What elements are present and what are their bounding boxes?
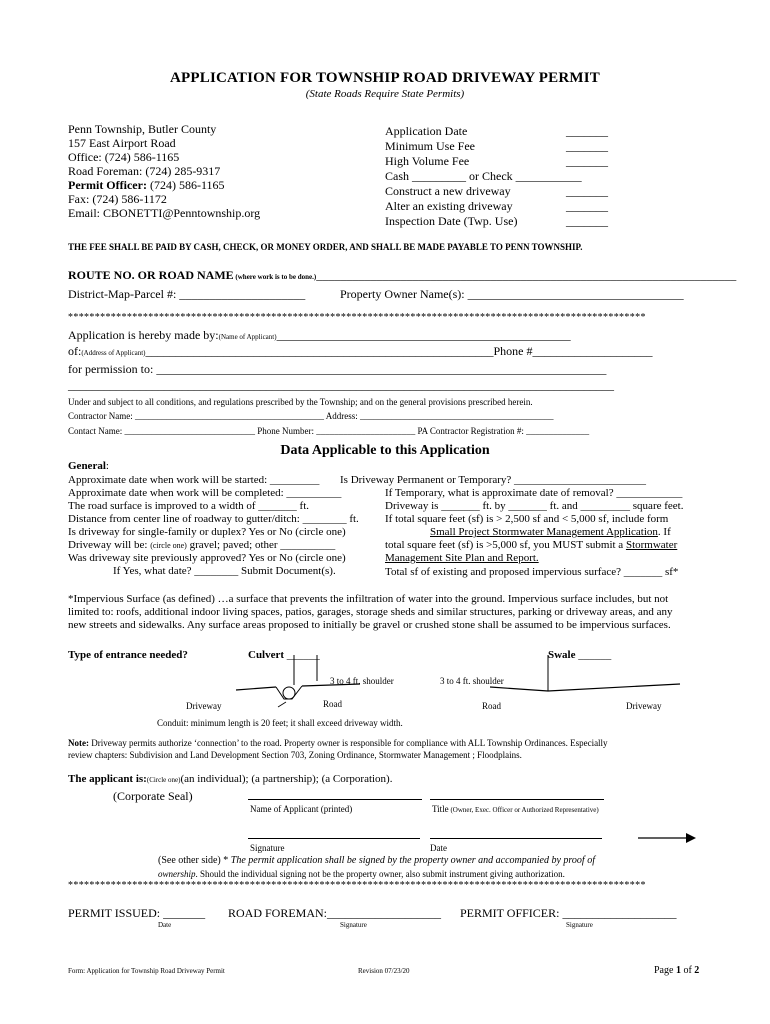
construct-driveway-field[interactable]: _______ bbox=[566, 184, 608, 198]
small-project-end: . If bbox=[657, 526, 671, 538]
inspection-date-label: Inspection Date (Twp. Use) bbox=[385, 214, 518, 228]
page-title: APPLICATION FOR TOWNSHIP ROAD DRIVEWAY PERMIT bbox=[169, 70, 601, 86]
stormwater-link[interactable]: Stormwater bbox=[625, 539, 678, 551]
applicant-name-signature-line[interactable] bbox=[248, 799, 422, 800]
ownership-text: ownership bbox=[158, 869, 196, 879]
culvert-road-label: Road bbox=[323, 699, 342, 709]
fee-notice: THE FEE SHALL BE PAID BY CASH, CHECK, OR MONEY ORDER, AND SHALL BE MADE PAYABLE TO PENN TOWNSHIP. bbox=[68, 242, 583, 252]
route-label-note: (where work is to be done.) bbox=[233, 273, 317, 281]
road-foreman-signature-label: Signature bbox=[340, 921, 367, 929]
contact-name-field[interactable]: Contact Name: _____________________________ Phone Number: ______________________ PA Contractor Registration #: ______________ bbox=[68, 426, 590, 436]
driveway-surface-line[interactable] bbox=[68, 539, 335, 551]
entrance-type-label: Type of entrance needed? bbox=[68, 649, 188, 661]
construct-driveway-label: Construct a new driveway bbox=[385, 184, 511, 198]
applicant-address-line bbox=[68, 344, 653, 359]
note-label: Note: bbox=[68, 738, 89, 748]
permit-issued-date-label: Date bbox=[158, 921, 172, 929]
contractor-name-field[interactable]: Contractor Name: __________________________________________ Address: ___________________________________________ bbox=[68, 411, 554, 421]
cash-check-field[interactable]: Cash _________ or Check ___________ bbox=[385, 169, 582, 183]
start-date-field[interactable]: Approximate date when work will be started: _________ bbox=[68, 474, 320, 486]
square-feet-condition: If total square feet (sf) is > 2,500 sf and < 5,000 sf, include form bbox=[385, 513, 669, 525]
address: 157 East Airport Road bbox=[68, 136, 176, 150]
alter-driveway-field[interactable]: _______ bbox=[566, 199, 608, 213]
applicant-type-line[interactable] bbox=[68, 773, 392, 785]
page-prefix: Page bbox=[654, 965, 676, 976]
ownership-end-text: . Should the individual signing not be the property owner, also submit instrument giving authorization. bbox=[195, 869, 565, 879]
culvert-pipe-icon bbox=[283, 687, 295, 699]
approval-date-field[interactable]: If Yes, what date? ________ Submit Document(s). bbox=[113, 565, 336, 577]
applicant-type-options[interactable]: (an individual); (a partnership); (a Corporation). bbox=[180, 773, 393, 785]
swale-label: Swale bbox=[548, 649, 576, 661]
title-note: (Owner, Exec. Officer or Authorized Representative) bbox=[448, 806, 599, 814]
road-width-field[interactable]: The road surface is improved to a width of _______ ft. bbox=[68, 500, 310, 512]
district-map-parcel-field[interactable]: District-Map-Parcel #: _____________________ bbox=[68, 287, 306, 301]
page-current: 1 bbox=[675, 965, 681, 976]
footer-revision: Revision 07/23/20 bbox=[358, 967, 410, 975]
swale-driveway-label: Driveway bbox=[626, 701, 662, 711]
culvert-label: Culvert bbox=[248, 649, 285, 661]
date-line[interactable] bbox=[430, 838, 602, 839]
office-phone: Office: (724) 586-1165 bbox=[68, 150, 180, 164]
separator-stars-bottom: ************************************************************************************************************ bbox=[68, 880, 646, 891]
date-label: Date bbox=[430, 843, 447, 853]
total-sf-text: total square feet (sf) is >5,000 sf, you MUST submit a bbox=[385, 539, 626, 551]
alter-driveway-label: Alter an existing driveway bbox=[385, 199, 513, 213]
culvert-ditch bbox=[276, 686, 302, 699]
data-section-heading: Data Applicable to this Application bbox=[280, 443, 490, 458]
swale-diagram bbox=[480, 655, 710, 705]
applicant-address-field[interactable]: __________________________________________________________ bbox=[145, 344, 494, 358]
permit-officer-label: Permit Officer: bbox=[68, 178, 147, 192]
of-note: (Address of Applicant) bbox=[81, 349, 146, 357]
signing-requirement-line2 bbox=[158, 869, 565, 879]
signature-label: Signature bbox=[250, 843, 285, 853]
footer-form-name: Form: Application for Township Road Driveway Permit bbox=[68, 967, 225, 975]
of-label: of: bbox=[68, 344, 82, 358]
swale-road-label: Road bbox=[482, 701, 501, 711]
high-volume-fee-label: High Volume Fee bbox=[385, 154, 470, 168]
applicant-phone-field[interactable]: Phone #____________________ bbox=[493, 344, 653, 358]
culvert-driveway-line bbox=[236, 687, 276, 690]
must-sign-text: The permit application shall be signed by the property owner and accompanied by proof of bbox=[230, 855, 595, 866]
arrow-right-icon bbox=[638, 832, 698, 844]
conditions-statement: Under and subject to all conditions, and regulations prescribed by the Township; and on the general provisions prescribed herein. bbox=[68, 397, 533, 407]
signing-requirement-line1 bbox=[158, 855, 595, 866]
permit-officer-phone: (724) 586-1165 bbox=[146, 178, 225, 192]
swale-road-line bbox=[490, 687, 548, 691]
permanent-temporary-field[interactable]: Is Driveway Permanent or Temporary? ________________________ bbox=[340, 474, 647, 486]
impervious-definition-line2: limited to: roofs, additional indoor living spaces, patios, garages, storage sheds and similar structures, parking or driveway areas, and any bbox=[68, 606, 673, 618]
route-field[interactable]: ______________________________________________________________________ bbox=[316, 268, 737, 282]
signature-line[interactable] bbox=[248, 838, 420, 839]
impervious-definition-line1: *Impervious Surface (as defined) …a surface that prevents the infiltration of water into the ground. Impervious surface includes, but not bbox=[68, 593, 669, 605]
culvert-blank[interactable]: ______ bbox=[284, 649, 320, 661]
permission-field-continued[interactable]: ___________________________________________________________________________________________ bbox=[68, 378, 614, 392]
minimum-fee-label: Minimum Use Fee bbox=[385, 139, 475, 153]
single-family-question[interactable]: Is driveway for single-family or duplex? Yes or No (circle one) bbox=[68, 526, 346, 538]
management-plan-link[interactable]: Management Site Plan and Report. bbox=[385, 552, 539, 564]
page-number bbox=[654, 965, 699, 976]
driveway-dimensions-field[interactable]: Driveway is _______ ft. by _______ ft. and _________ square feet. bbox=[385, 500, 684, 512]
title-signature-line[interactable] bbox=[430, 799, 604, 800]
application-date-label: Application Date bbox=[385, 124, 468, 138]
small-project-line bbox=[430, 526, 671, 538]
permit-officer-field[interactable]: PERMIT OFFICER: ___________________ bbox=[460, 906, 677, 920]
title-label: Title bbox=[432, 804, 449, 814]
page-of: of bbox=[680, 965, 695, 976]
distance-to-ditch-field[interactable]: Distance from center line of roadway to gutter/ditch: ________ ft. bbox=[68, 513, 359, 525]
permit-issued-field[interactable]: PERMIT ISSUED: _______ bbox=[68, 906, 206, 920]
see-other-side: (See other side) * bbox=[158, 855, 231, 866]
culvert-shoulder-label: 3 to 4 ft. shoulder bbox=[330, 676, 394, 686]
small-project-form-link[interactable]: Small Project Stormwater Management Application bbox=[430, 526, 658, 538]
inspection-date-field[interactable]: _______ bbox=[566, 214, 608, 228]
removal-date-field[interactable]: If Temporary, what is approximate date of removal? ____________ bbox=[385, 487, 683, 499]
general-heading: General bbox=[68, 460, 106, 472]
route-label: ROUTE NO. OR ROAD NAME bbox=[68, 268, 234, 282]
property-owner-field[interactable]: Property Owner Name(s): ____________________________________ bbox=[340, 287, 684, 301]
made-by-note: (Name of Applicant) bbox=[218, 333, 277, 341]
impervious-definition-line3: new streets and sidewalks. Any surface areas proposed to initially be gravel or crushed stone shall be assumed to be impervious surfaces. bbox=[68, 619, 671, 631]
township-name: Penn Township, Butler County bbox=[68, 122, 217, 136]
applicant-is-label: The applicant is: bbox=[68, 773, 147, 785]
previously-approved-question[interactable]: Was driveway site previously approved? Yes or No (circle one) bbox=[68, 552, 346, 564]
page-subtitle: (State Roads Require State Permits) bbox=[305, 88, 465, 100]
driveway-will-be-label: Driveway will be: bbox=[68, 539, 148, 551]
page-total: 2 bbox=[694, 965, 700, 976]
applicant-name-line bbox=[68, 328, 571, 343]
made-by-label: Application is hereby made by: bbox=[68, 328, 219, 342]
conduit-note: Conduit: minimum length is 20 feet; it shall exceed driveway width. bbox=[157, 718, 403, 728]
note-line2: review chapters: Subdivision and Land Development Section 703, Zoning Ordinance, Stormwater Management ; Floodplains. bbox=[68, 750, 522, 760]
permit-officer-signature-label: Signature bbox=[566, 921, 593, 929]
driveway-surface-options[interactable]: gravel; paved; other __________ bbox=[186, 539, 336, 551]
corporate-seal-label: (Corporate Seal) bbox=[113, 789, 193, 803]
permission-field[interactable]: for permission to: ___________________________________________________________________________ bbox=[68, 362, 607, 376]
swale-shoulder-label: 3 to 4 ft. shoulder bbox=[440, 676, 504, 686]
minimum-fee-field[interactable]: _______ bbox=[566, 139, 608, 153]
stormwater-requirement-line bbox=[385, 539, 677, 551]
conduit-pointer bbox=[278, 702, 286, 707]
title-label-line bbox=[432, 804, 599, 814]
general-colon: : bbox=[105, 460, 109, 472]
route-line bbox=[68, 268, 736, 283]
road-foreman-phone: Road Foreman: (724) 285-9317 bbox=[68, 164, 221, 178]
note-text1: Driveway permits authorize ‘connection’ to the road. Property owner is responsible for compliance with ALL Township Ordinances. Especially bbox=[89, 738, 608, 748]
swale-blank[interactable]: ______ bbox=[575, 649, 612, 661]
applicant-circle-note: (Circle one) bbox=[146, 776, 181, 784]
completion-date-field[interactable]: Approximate date when work will be completed: __________ bbox=[68, 487, 342, 499]
separator-stars: ************************************************************************************************************ bbox=[68, 312, 646, 323]
high-volume-fee-field[interactable]: _______ bbox=[566, 154, 608, 168]
total-impervious-field[interactable]: Total sf of existing and proposed impervious surface? _______ sf* bbox=[385, 566, 679, 578]
culvert-driveway-label: Driveway bbox=[186, 701, 222, 711]
name-of-applicant-label: Name of Applicant (printed) bbox=[250, 804, 353, 814]
fax: Fax: (724) 586-1172 bbox=[68, 192, 167, 206]
email: Email: CBONETTI@Penntownship.org bbox=[68, 206, 261, 220]
note-line1 bbox=[68, 738, 608, 748]
general-heading-line bbox=[68, 460, 109, 472]
application-date-field[interactable]: _______ bbox=[566, 124, 608, 138]
road-foreman-field[interactable]: ROAD FOREMAN:___________________ bbox=[228, 906, 442, 920]
circle-one-note: (circle one) bbox=[150, 541, 187, 550]
permit-officer-line bbox=[68, 178, 225, 193]
applicant-name-field[interactable]: _________________________________________________ bbox=[276, 328, 571, 342]
swale-driveway-line bbox=[548, 684, 680, 691]
